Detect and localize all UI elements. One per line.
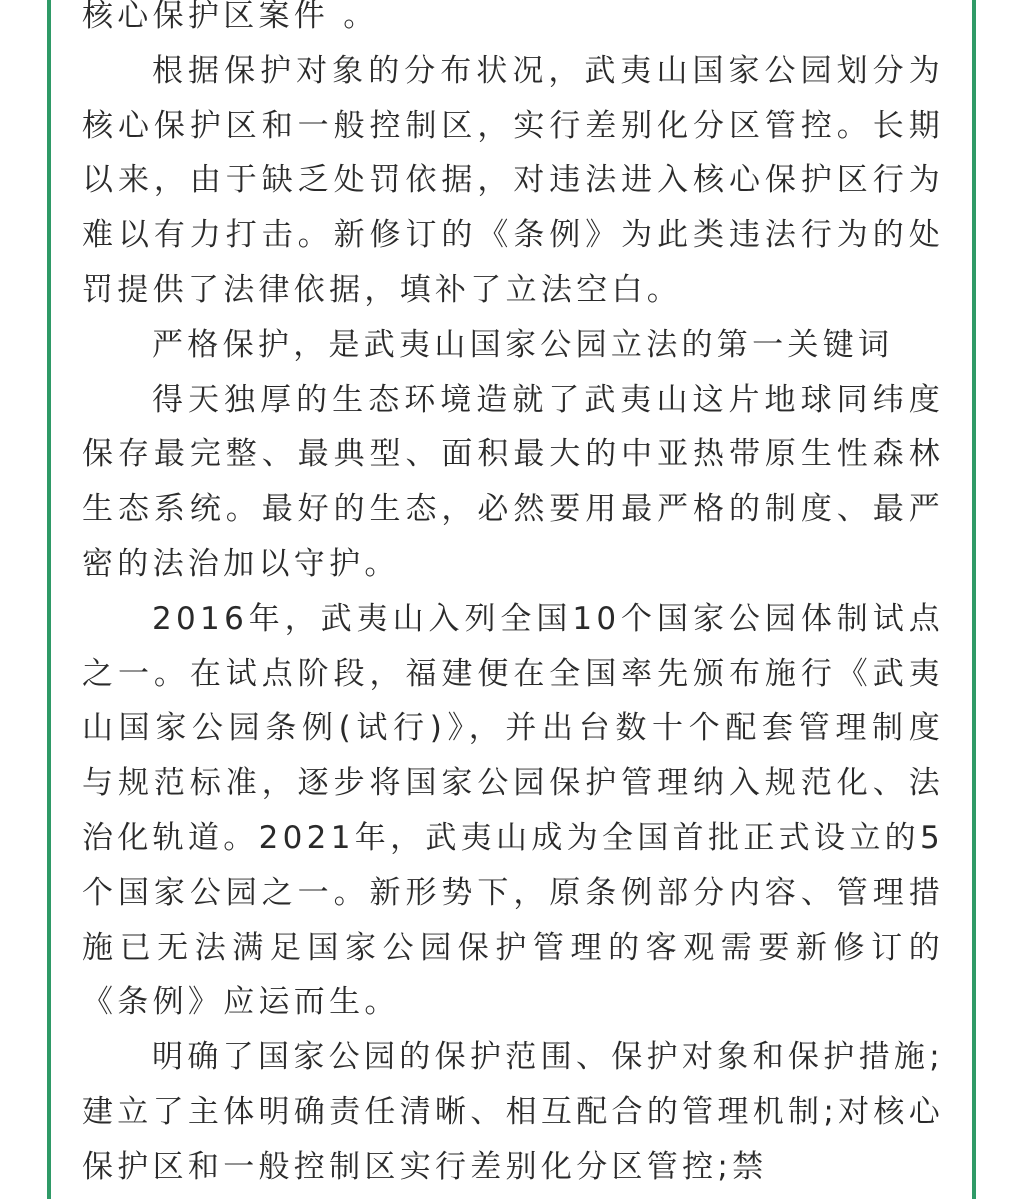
paragraph-continuation: 核心保护区案件 。: [82, 0, 379, 34]
paragraph-measures: 明确了国家公园的保护范围、保护对象和保护措施;建立了主体明确责任清晰、相互配合的管理机制;对核心保护区和一般控制区实行差别化分区管控;禁: [82, 1039, 944, 1185]
paragraph-history: 2016年，武夷山入列全国10个国家公园体制试点之一。在试点阶段，福建便在全国率先颁布施行《武夷山国家公园条例(试行)》，并出台数十个配套管理制度与规范标准，逐步将国家公园保护管理纳入规范化、法治化轨道。2021年，武夷山成为全国首批正式设立的5个国家公园之一。新形势下，原条例部分内容、管理措施已无法满足国家公园保护管理的客观需要新修订的《条例》应运而生。: [82, 600, 944, 1021]
paragraph-zoning: 根据保护对象的分布状况，武夷山国家公园划分为核心保护区和一般控制区，实行差别化分区管控。长期以来，由于缺乏处罚依据，对违法进入核心保护区行为难以有力打击。新修订的《条例》为此类违法行为的处罚提供了法律依据，填补了立法空白。: [82, 52, 944, 308]
paragraph-keyword-heading: 严格保护，是武夷山国家公园立法的第一关键词: [152, 326, 894, 363]
article-body: [82, 0, 944, 1195]
left-frame-border: [47, 0, 51, 1199]
paragraph-ecosystem: 得天独厚的生态环境造就了武夷山这片地球同纬度保存最完整、最典型、面积最大的中亚热带原生性森林生态系统。最好的生态，必然要用最严格的制度、最严密的法治加以守护。: [82, 381, 944, 582]
right-frame-border: [972, 0, 976, 1199]
